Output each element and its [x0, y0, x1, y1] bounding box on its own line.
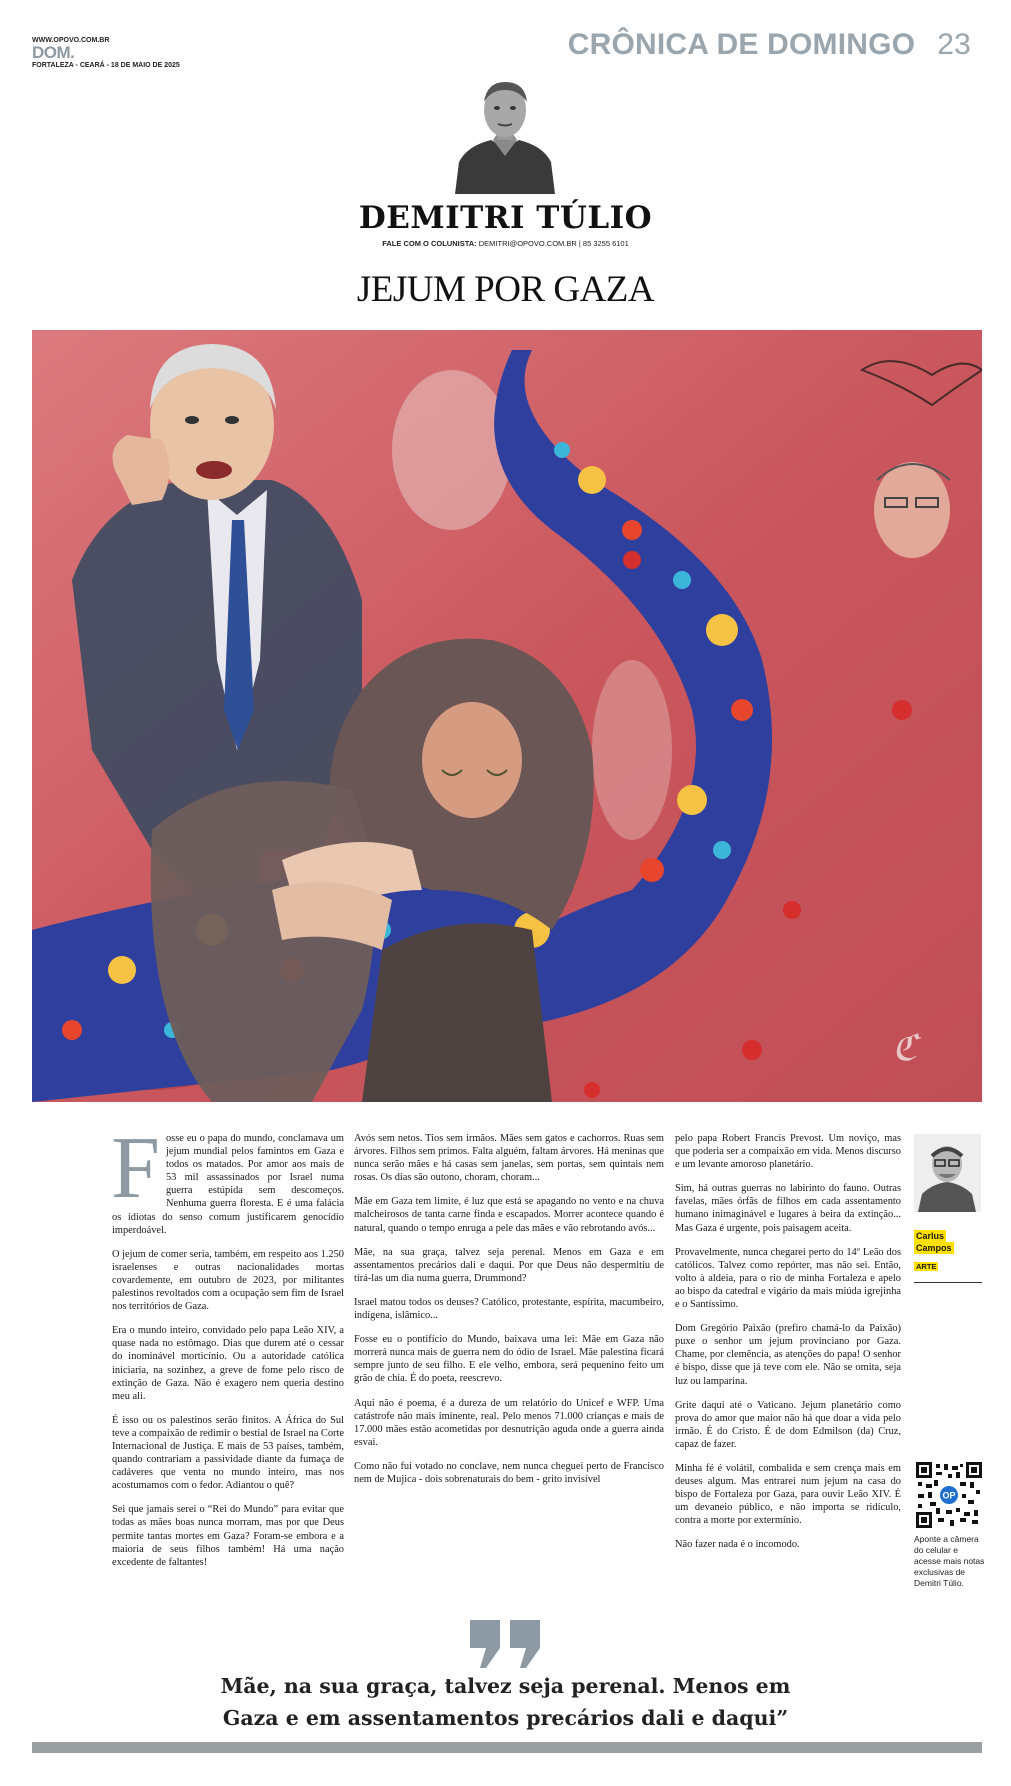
site-url[interactable]: WWW.OPOVO.COM.BR — [32, 37, 110, 44]
illustrator-role: ARTE — [916, 1262, 937, 1271]
columnist-contact — [0, 239, 1011, 248]
qr-code-icon[interactable] — [916, 1462, 982, 1528]
qr-logo: OP — [942, 1490, 956, 1501]
paragraph: Fosse eu o pontifício do Mundo, baixava uma lei: Mãe em Gaza não morrerá nunca mais de guerra nem do ódio de Israel. Mãe palestina ficará sempre junto de seu filho. E ele velho, embora, será pequenino feito um grão de chia. É do poeta, reescrevo. — [354, 1334, 664, 1385]
article-column-3 — [675, 1132, 901, 1563]
paragraph: Avós sem netos. Tios sem irmãos. Mães sem gatos e cachorros. Ruas sem árvores. Filhos sem primos. Falta alguém, faltam árvores. Há meninas que nunca serão mães e há casas sem janelas, sem portas, sem quintais nem rosas. Os dias são outono, choram, choram... — [354, 1133, 664, 1184]
paragraph: Grite daqui até o Vaticano. Jejum planetário como prova do amor que maior não há que doar a vida pelo irmão. É do Cristo. É de dom Edmilson (da) Cruz, capaz de fazer. — [675, 1399, 901, 1450]
brand-logo[interactable]: DOM. — [32, 43, 75, 62]
paragraph: Era o mundo inteiro, convidado pelo papa Leão XIV, a quase nada no estômago. Dias que durem até o cessar do inominável morticínio. Ou a autoridade católica iniciaria, na sozinhez, a greve de fome pelo risco de extinção de Gaza. Não é exagero nem queria destino meu ali. — [112, 1325, 344, 1402]
paragraph: Como não fui votado no conclave, nem nunca cheguei perto de Francisco nem de Mujica - dois sobrenaturais do bem - grito invisível — [354, 1460, 664, 1485]
article-column-2 — [354, 1132, 664, 1497]
pull-quote-line-2: Gaza e em assentamentos precários dali e daqui” — [222, 1706, 789, 1730]
page-number: 23 — [937, 28, 971, 61]
paragraph: Não fazer nada é o incomodo. — [675, 1539, 800, 1551]
paragraph: Sei que jamais serei o “Rei do Mundo” para evitar que todas as mães boas nunca morram, mas por que Deus permite tantas mortes em Gaza? Foram-se embora e a maioria de seus filhos também! Há uma nação excedente de faltantes! — [112, 1504, 344, 1568]
dateline: FORTALEZA - CEARÁ - 18 DE MAIO DE 2025 — [32, 62, 180, 69]
pull-quote-line-1: Mãe, na sua graça, talvez seja perenal. Menos em — [220, 1674, 791, 1698]
paragraph: Mãe em Gaza tem limite, é luz que está se apagando no vento e na chuva malcheirosos de tanta carne finda e escapados. Morrer acontece quando é natural, quando o tempo enruga a pele das mães e vão rebrotando avós... — [354, 1196, 664, 1234]
columnist-portrait — [449, 76, 561, 194]
contact-label: FALE COM O COLUNISTA: — [382, 239, 477, 248]
illustrator-first-name: Carlus — [916, 1231, 945, 1241]
illustrator-photo — [914, 1134, 981, 1212]
paragraph: Sim, há outras guerras no labirinto do fauno. Outras favelas, mães órfãs de filhos em cada assentamento humano inimaginável e lugares à beira da extinção... Mas Gaza é urgente, pois paisagem aceita. — [675, 1183, 901, 1234]
paragraph: O jejum de comer seria, também, em respeito aos 1.250 israelenses e outras nacionalidades mortas covardemente, em outubro de 2023, por militantes palestinos revoltados com a ocupação sem fim de Israel nos territórios de Gaza. — [112, 1248, 344, 1313]
quote-icon — [468, 1620, 544, 1670]
article-column-1 — [111, 1120, 344, 1580]
footer-bar — [32, 1742, 982, 1753]
paragraph: Mãe, na sua graça, talvez seja perenal. Menos em Gaza e em assentamentos precários dali e daqui. Por que Deus não despermitiu de tirá-las um dia numa guerra, Drummond? — [354, 1246, 664, 1284]
section-title: CRÔNICA DE DOMINGO — [567, 28, 916, 61]
qr-caption: Aponte a câmera do celular e acesse mais notas exclusivas de Demitri Túlio. — [914, 1534, 985, 1588]
paragraph: Provavelmente, nunca chegarei perto do 14º Leão dos católicos. Talvez como repórter, mas não sei. Então, volto à aldeia, para o rio de minha Fortaleza e apelo ao bispo da catedral e vigário da mais miúda igrejinha e o Santíssimo. — [675, 1246, 901, 1311]
pull-quote — [0, 1670, 1011, 1734]
paragraph: É isso ou os palestinos serão finitos. A África do Sul teve a compaixão de redimir o bestial de Israel na Corte Internacional de Justiça. E mais de 53 países, também, quando contrariam a passividade diante da fumaça de cadáveres que venta no mundo inteiro, mas nos acostumamos com o fedor. Adiantou o quê? — [112, 1414, 344, 1492]
divider — [914, 1282, 982, 1283]
paragraph: Israel matou todos os deuses? Católico, protestante, espírita, macumbeiro, indígena, islâmico... — [354, 1296, 664, 1322]
svg-text:ℭ: ℭ — [892, 1028, 918, 1069]
article-headline: JEJUM POR GAZA — [356, 269, 655, 310]
drop-cap: F — [111, 1120, 160, 1217]
paragraph: Fosse eu o papa do mundo, conclamava um jejum mundial pelos famintos em Gaza e todos os matados. Por amor aos mais de 53 mil assassinados por Israel numa guerra estúpida sem descomeços. Nenhuma guerra floresta. E é uma falácia os idiotas do senso comum justificarem genocídio imperdoável. — [111, 1120, 344, 1236]
paragraph: Dom Gregório Paixão (prefiro chamá-lo da Paixão) puxe o senhor um jejum provinciano por Gaza. Chame, por clemência, as atenções do papa! O senhor é bispo, disse que já teve com ele. Não se omita, seja luz ou lamparina. — [675, 1323, 901, 1387]
columnist-name: DEMITRI TÚLIO — [358, 200, 653, 236]
paragraph: Minha fé é volátil, combalida e sem crença mais em deuses algum. Mas entrarei num jejum na casa do bispo de Fortaleza por Gaza, para ouvir Leão XIV. É um devaneio público, e não importa se ridículo, contra a morte por extermínio. — [675, 1462, 901, 1527]
section-header — [568, 28, 971, 62]
paragraph: Aqui não é poema, é a dureza de um relatório do Unicef e WFP. Uma catástrofe não mais iminente, real. Pelo menos 71.000 crianças e mais de 17.000 mães estão acometidas por desnutrição aguda onde a guerra ainda esvai. — [354, 1397, 664, 1448]
paragraph: pelo papa Robert Francis Prevost. Um noviço, mas que poderia ser a compaixão em vida. Menos discurso e um levante amoroso planetário. — [675, 1133, 901, 1171]
illustration — [32, 330, 982, 1102]
illustrator-name — [914, 1230, 954, 1254]
masthead — [32, 36, 180, 70]
illustrator-last-name: Campos — [916, 1243, 952, 1253]
contact-value[interactable]: DEMITRI@OPOVO.COM.BR | 85 3255 6101 — [478, 239, 629, 248]
